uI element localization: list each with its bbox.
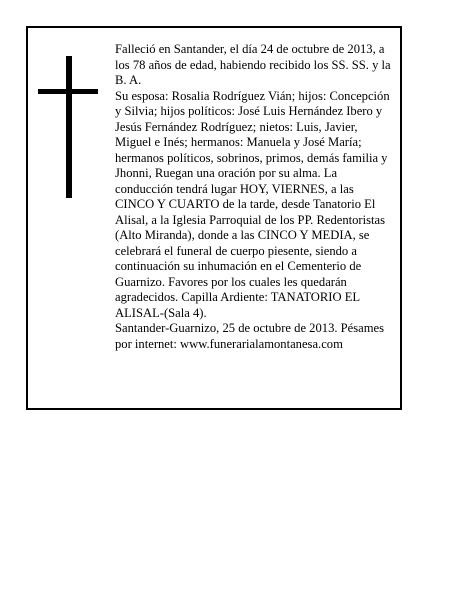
death-announcement: Falleció en Santander, el día 24 de octubre de 2013, a los 78 años de edad, habiendo recibido los SS. SS. y la B. A. — [115, 42, 391, 87]
cross-horizontal-bar — [38, 89, 98, 94]
closing-line: Santander-Guarnizo, 25 de octubre de 2013. Pésames por internet: www.funerarialamontanesa.com — [115, 321, 385, 351]
cross-vertical-bar — [66, 56, 72, 198]
notice-text-block — [115, 42, 395, 352]
family-and-service-details: Su esposa: Rosalia Rodríguez Vián; hijos: Concepción y Silvia; hijos políticos: José Luis Hernández Ibero y Jesús Fernández Rodríguez; nietos: Luis, Javier, Miguel e Inés; hermanos: Manuela y José María; hermanos políticos, sobrinos, primos, demás familia y Jhonni, Ruegan una oración por su alma. La conducción tendrá lugar HOY, VIERNES, a las CINCO Y CUARTO de la tarde, desde Tanatorio El Alisal, a la Iglesia Parroquial de los PP. Redentoristas (Alto Miranda), donde a las CINCO Y MEDIA, se celebrará el funeral de cuerpo piesente, siendo a continuación su inhumación en el Cementerio de Guarnizo. Favores por los cuales les quedarán agradecidos. Capilla Ardiente: TANATORIO EL ALISAL-(Sala 4). — [115, 88, 390, 320]
obituary-notice — [26, 26, 402, 410]
latin-cross-icon — [38, 56, 98, 198]
